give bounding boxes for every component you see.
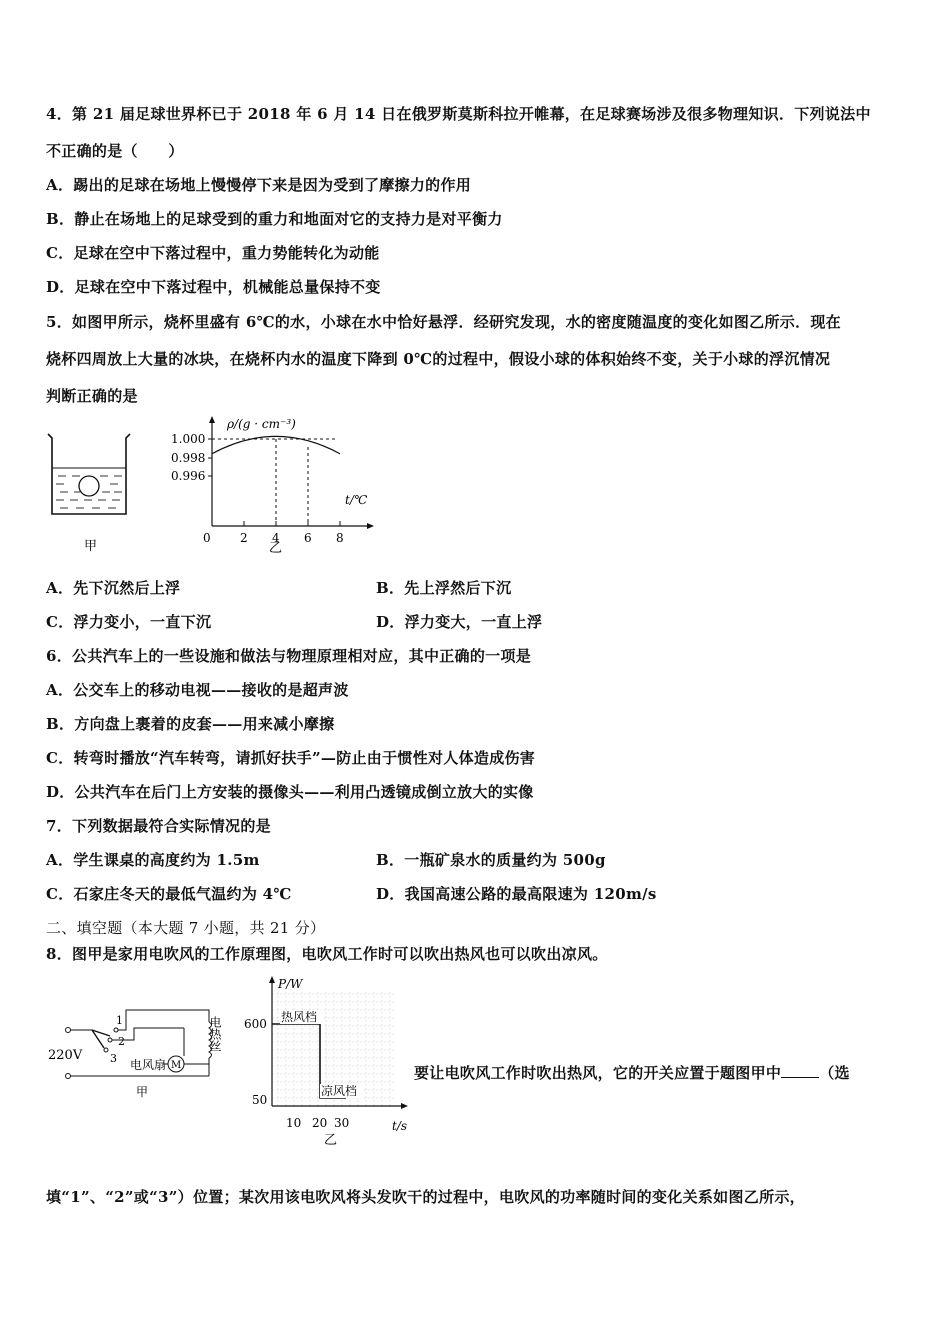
fig-jia-caption: 甲 — [84, 539, 98, 554]
q7-stem: 7．下列数据最符合实际情况的是 — [46, 817, 271, 835]
terminal-bottom — [66, 1074, 71, 1079]
q8-stem: 8．图甲是家用电吹风的工作原理图，电吹风工作时可以吹出热风也可以吹出凉风。 — [46, 945, 608, 963]
heater-label: 电热丝 — [208, 1016, 222, 1052]
q4-stem-line2: 不正确的是（ ） — [46, 142, 184, 160]
beaker-figure — [40, 428, 140, 558]
circuit-caption: 甲 — [136, 1085, 149, 1099]
q4-stem-line1: 4．第 21 届足球世界杯已于 2018 年 6 月 14 日在俄罗斯莫斯科拉开帷幕，在足球赛场涉及很多物理知识．下列说法中 — [46, 105, 871, 123]
q5-stem-line2: 烧杯四周放上大量的冰块，在烧杯内水的温度下降到 0℃的过程中，假设小球的体积始终不变，关于小球的浮沉情况 — [46, 350, 831, 368]
fig-yi-caption: 乙 — [269, 541, 283, 556]
q6-option-a: A．公交车上的移动电视——接收的是超声波 — [46, 681, 349, 699]
contact-1-label: 1 — [116, 1014, 123, 1027]
section-2-heading: 二、填空题（本大题 7 小题，共 21 分） — [46, 919, 326, 937]
contact-2-label: 2 — [118, 1035, 125, 1048]
q5-option-d: D．浮力变大，一直上浮 — [376, 613, 543, 631]
circuit-diagram — [44, 1000, 244, 1100]
q5-option-c: C．浮力变小，一直下沉 — [46, 613, 212, 631]
q7-option-d: D．我国高速公路的最高限速为 120m/s — [376, 885, 657, 903]
answer-blank[interactable] — [781, 1065, 819, 1078]
cool-mode-label: 凉风档 — [321, 1084, 358, 1098]
y-axis-arrow — [209, 416, 215, 423]
x-axis-arrow — [401, 1103, 408, 1109]
y-tick-600: 600 — [244, 1017, 267, 1031]
contact-2 — [108, 1038, 112, 1042]
motor-label: M — [171, 1060, 182, 1071]
q8-side-text-tail: （选 — [819, 1064, 850, 1082]
fan-label: 电风扇 — [130, 1058, 167, 1072]
x-tick-10: 10 — [286, 1116, 302, 1130]
x-tick-label: 0 — [203, 531, 211, 545]
q7-option-b: B．一瓶矿泉水的质量约为 500g — [376, 851, 606, 869]
contact-3-label: 3 — [110, 1052, 117, 1065]
q4-option-b: B．静止在场地上的足球受到的重力和地面对它的支持力是对平衡力 — [46, 210, 503, 228]
q6-option-c: C．转弯时播放“汽车转弯，请抓好扶手”—防止由于惯性对人体造成伤害 — [46, 749, 536, 767]
y-axis-label: ρ/(g · cm⁻³) — [227, 417, 296, 431]
y-axis-arrow — [269, 976, 275, 983]
y-tick-label: 0.996 — [171, 469, 206, 483]
q8-last-line: 填“1”、“2”或“3”）位置；某次用该电吹风将头发吹干的过程中，电吹风的功率随时间的变化关系如图乙所示， — [46, 1188, 805, 1206]
q5-stem-line3: 判断正确的是 — [46, 387, 138, 405]
x-tick-label: 6 — [304, 531, 312, 545]
x-tick-20: 20 — [312, 1116, 328, 1130]
q5-option-b: B．先上浮然后下沉 — [376, 579, 512, 597]
x-tick-30: 30 — [334, 1116, 350, 1130]
x-tick-label: 4 — [272, 531, 280, 545]
power-chart — [244, 972, 414, 1147]
power-x-label: t/s — [392, 1119, 408, 1133]
q4-option-d: D．足球在空中下落过程中，机械能总量保持不变 — [46, 278, 381, 296]
q5-option-a: A．先下沉然后上浮 — [46, 579, 181, 597]
density-chart — [165, 414, 385, 559]
q5-stem-line1: 5．如图甲所示，烧杯里盛有 6℃的水，小球在水中恰好悬浮．经研究发现，水的密度随温度的变化如图乙所示．现在 — [46, 313, 841, 331]
x-axis-label: t/℃ — [345, 493, 368, 507]
y-tick-label: 0.998 — [171, 451, 206, 465]
beaker-outline — [48, 434, 130, 514]
q8-side-text — [414, 1062, 850, 1083]
contact-1 — [114, 1028, 118, 1032]
y-tick-label: 1.000 — [171, 432, 206, 446]
wire — [118, 1010, 209, 1030]
q6-stem: 6．公共汽车上的一些设施和做法与物理原理相对应，其中正确的一项是 — [46, 647, 532, 665]
contact-3 — [104, 1048, 108, 1052]
x-axis-arrow — [367, 523, 374, 529]
power-y-label: P/W — [278, 977, 303, 991]
x-tick-label: 2 — [240, 531, 248, 545]
q4-option-a: A．踢出的足球在场地上慢慢停下来是因为受到了摩擦力的作用 — [46, 176, 472, 194]
q6-option-b: B．方向盘上裹着的皮套——用来减小摩擦 — [46, 715, 335, 733]
q7-option-c: C．石家庄冬天的最低气温约为 4℃ — [46, 885, 292, 903]
x-tick-label: 8 — [336, 531, 344, 545]
voltage-label: 220V — [48, 1048, 83, 1063]
y-tick-50: 50 — [252, 1093, 268, 1107]
hot-mode-label: 热风档 — [281, 1010, 318, 1024]
power-chart-caption: 乙 — [324, 1133, 338, 1147]
q4-option-c: C．足球在空中下落过程中，重力势能转化为动能 — [46, 244, 380, 262]
wire — [184, 1058, 209, 1064]
q7-option-a: A．学生课桌的高度约为 1.5m — [46, 851, 260, 869]
q8-side-text-main: 要让电吹风工作时吹出热风，它的开关应置于题图甲中 — [414, 1064, 782, 1082]
terminal-top — [66, 1028, 71, 1033]
ball — [79, 476, 99, 496]
q6-option-d: D．公共汽车在后门上方安装的摄像头——利用凸透镜成倒立放大的实像 — [46, 783, 534, 801]
